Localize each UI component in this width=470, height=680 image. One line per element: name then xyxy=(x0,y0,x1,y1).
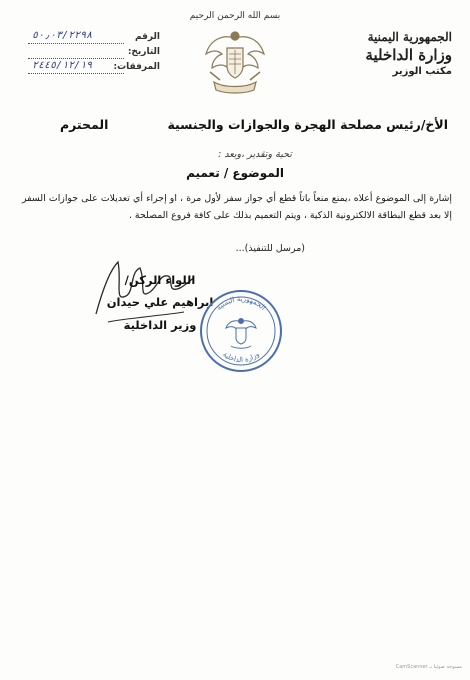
seal-top-text: الجمهورية اليمنية xyxy=(214,294,268,312)
honorific: المحترم xyxy=(60,117,109,132)
greeting: تحية وتقدير ،وبعد : xyxy=(218,149,292,160)
signatory-rank: اللواء الركن/ xyxy=(124,273,196,287)
dispatch-note: (مرسل للتنفيذ)... xyxy=(235,243,305,254)
addressee-line xyxy=(60,117,448,137)
svg-text:الجمهورية اليمنية xyxy=(215,295,267,312)
attachments-label: المرفقات: xyxy=(113,62,160,72)
date-value: ٢٤٤٥/١٢/١٩ xyxy=(32,60,93,71)
reference-number-label: الرقم xyxy=(134,32,160,42)
addressee: الأخ/رئيس مصلحة الهجرة والجوازات والجنسية xyxy=(167,117,448,132)
attachments-row xyxy=(10,62,160,77)
subject: الموضوع / تعميم xyxy=(186,166,284,180)
office-name: مكتب الوزير xyxy=(392,66,452,77)
signatory-title: وزير الداخلية xyxy=(123,318,197,332)
issuer-header xyxy=(332,30,452,79)
reference-number-row xyxy=(10,32,160,47)
date-label: التاريخ: xyxy=(127,47,160,57)
seal-bottom-text: وزارة الداخلية xyxy=(221,350,261,365)
eagle-emblem-icon xyxy=(200,24,270,102)
ministry-seal-icon xyxy=(198,288,284,374)
emblem-block xyxy=(172,8,298,102)
reference-number-value: ٥٠٫٠٣/٢٢٩٨ xyxy=(32,30,93,41)
basmala: بسم الله الرحمن الرحيم xyxy=(189,11,281,21)
country-name: الجمهورية اليمنية xyxy=(367,30,452,44)
signatory-name: ابراهيم علي حيدان xyxy=(106,295,214,309)
letter-body: إشارة إلى الموضوع أعلاه ،يمنع منعاً باتاً قطع أي جواز سفر لأول مرة ، او إجراء أي تعديلات على جوازات السفر إلا بعد قطع البطاقة الالكترونية الذكية ، ويتم التعميم بذلك على كافة فروع المصلحة . xyxy=(22,193,452,221)
ministry-name: وزارة الداخلية xyxy=(365,46,452,64)
reference-block xyxy=(10,32,160,77)
scanner-watermark: CamScanner مسوحة ضوئيا بـ xyxy=(395,664,462,670)
